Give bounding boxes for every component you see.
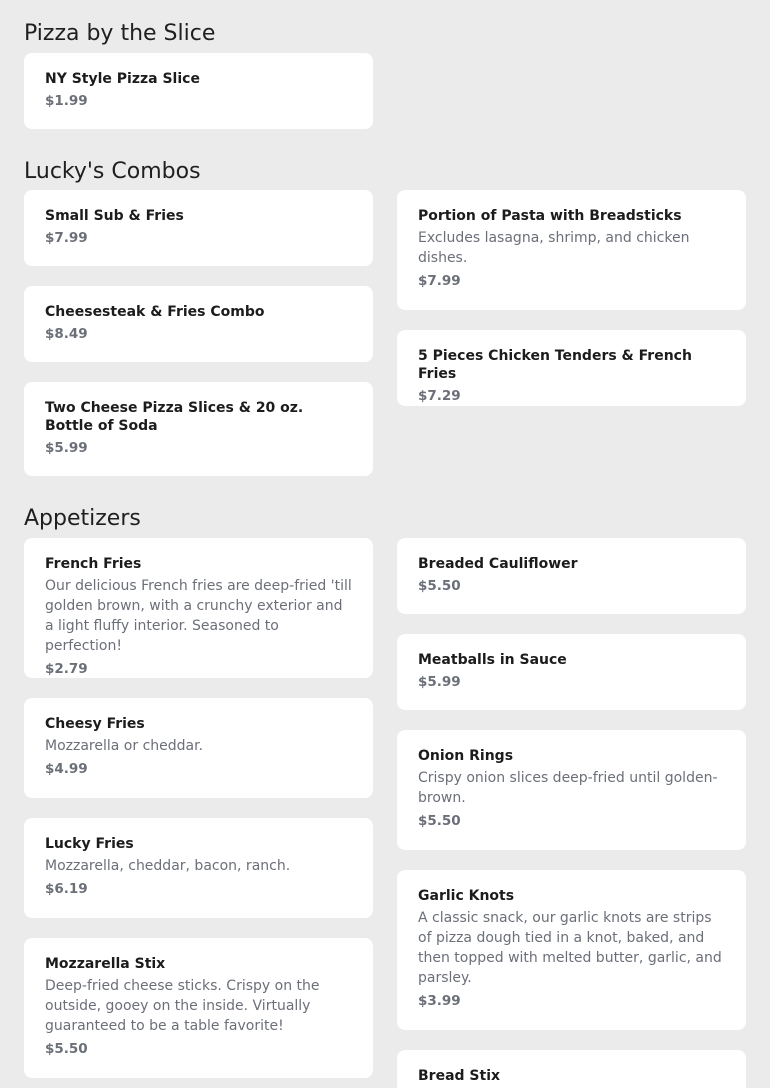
item-name: Meatballs in Sauce — [418, 652, 567, 668]
item-name: Onion Rings — [418, 748, 514, 764]
menu-item-card[interactable] — [24, 286, 373, 362]
item-description: Mozzarella, cheddar, bacon, ranch. — [45, 858, 291, 874]
menu-item-card[interactable] — [397, 330, 746, 406]
menu-item-card[interactable] — [397, 190, 746, 310]
item-name: Mozzarella Stix — [45, 956, 166, 972]
menu-item-card[interactable] — [24, 382, 373, 476]
item-name: French Fries — [45, 556, 142, 572]
item-name: Cheesy Fries — [45, 716, 145, 732]
item-description: Crispy onion slices deep-fried until golden-brown. — [418, 770, 718, 806]
menu-item-card[interactable] — [24, 818, 373, 918]
menu-item-card[interactable] — [397, 634, 746, 710]
item-price: $2.79 — [45, 661, 88, 677]
menu-item-card[interactable] — [397, 538, 746, 614]
section-title-combos: Lucky's Combos — [24, 159, 201, 184]
section-title-appetizers: Appetizers — [24, 506, 141, 531]
item-price: $3.99 — [418, 993, 461, 1009]
item-price: $7.99 — [45, 230, 88, 246]
menu-item-card[interactable] — [397, 870, 746, 1030]
item-name: Cheesesteak & Fries Combo — [45, 304, 265, 320]
item-description: A classic snack, our garlic knots are strips of pizza dough tied in a knot, baked, and then topped with melted butter, garlic, and parsley. — [418, 910, 722, 986]
item-name: Two Cheese Pizza Slices & 20 oz. Bottle of Soda — [45, 400, 304, 434]
menu-item-card[interactable] — [397, 730, 746, 850]
item-price: $5.50 — [45, 1041, 88, 1057]
item-price: $5.99 — [45, 440, 88, 456]
menu-item-card[interactable] — [24, 190, 373, 266]
item-name: Lucky Fries — [45, 836, 134, 852]
item-name: Garlic Knots — [418, 888, 515, 904]
item-price: $6.19 — [45, 881, 88, 897]
item-description: Deep-fried cheese sticks. Crispy on the outside, gooey on the inside. Virtually guaranteed to be a table favorite! — [45, 978, 320, 1034]
menu-item-card[interactable] — [397, 1050, 746, 1088]
section-title-pizza: Pizza by the Slice — [24, 21, 216, 46]
item-price: $1.99 — [45, 93, 88, 109]
item-description: Excludes lasagna, shrimp, and chicken dishes. — [418, 230, 690, 266]
item-price: $5.50 — [418, 813, 461, 829]
item-name: Breaded Cauliflower — [418, 556, 578, 572]
item-name: 5 Pieces Chicken Tenders & French Fries — [418, 348, 692, 382]
item-name: Small Sub & Fries — [45, 208, 184, 224]
item-name: Portion of Pasta with Breadsticks — [418, 208, 682, 224]
item-description: Mozzarella or cheddar. — [45, 738, 204, 754]
menu-item-card[interactable] — [24, 538, 373, 678]
item-description: Our delicious French fries are deep-fried 'till golden brown, with a crunchy exterior and a light fluffy interior. Seasoned to perfection! — [45, 578, 352, 654]
item-price: $4.99 — [45, 761, 88, 777]
item-price: $8.49 — [45, 326, 88, 342]
item-price: $7.29 — [418, 388, 461, 404]
item-name: Bread Stix — [418, 1068, 501, 1084]
menu-item-card[interactable] — [24, 698, 373, 798]
item-price: $5.50 — [418, 578, 461, 594]
item-price: $7.99 — [418, 273, 461, 289]
item-price: $5.99 — [418, 674, 461, 690]
menu-item-card[interactable] — [24, 53, 373, 129]
item-name: NY Style Pizza Slice — [45, 71, 200, 87]
menu-item-card[interactable] — [24, 938, 373, 1078]
